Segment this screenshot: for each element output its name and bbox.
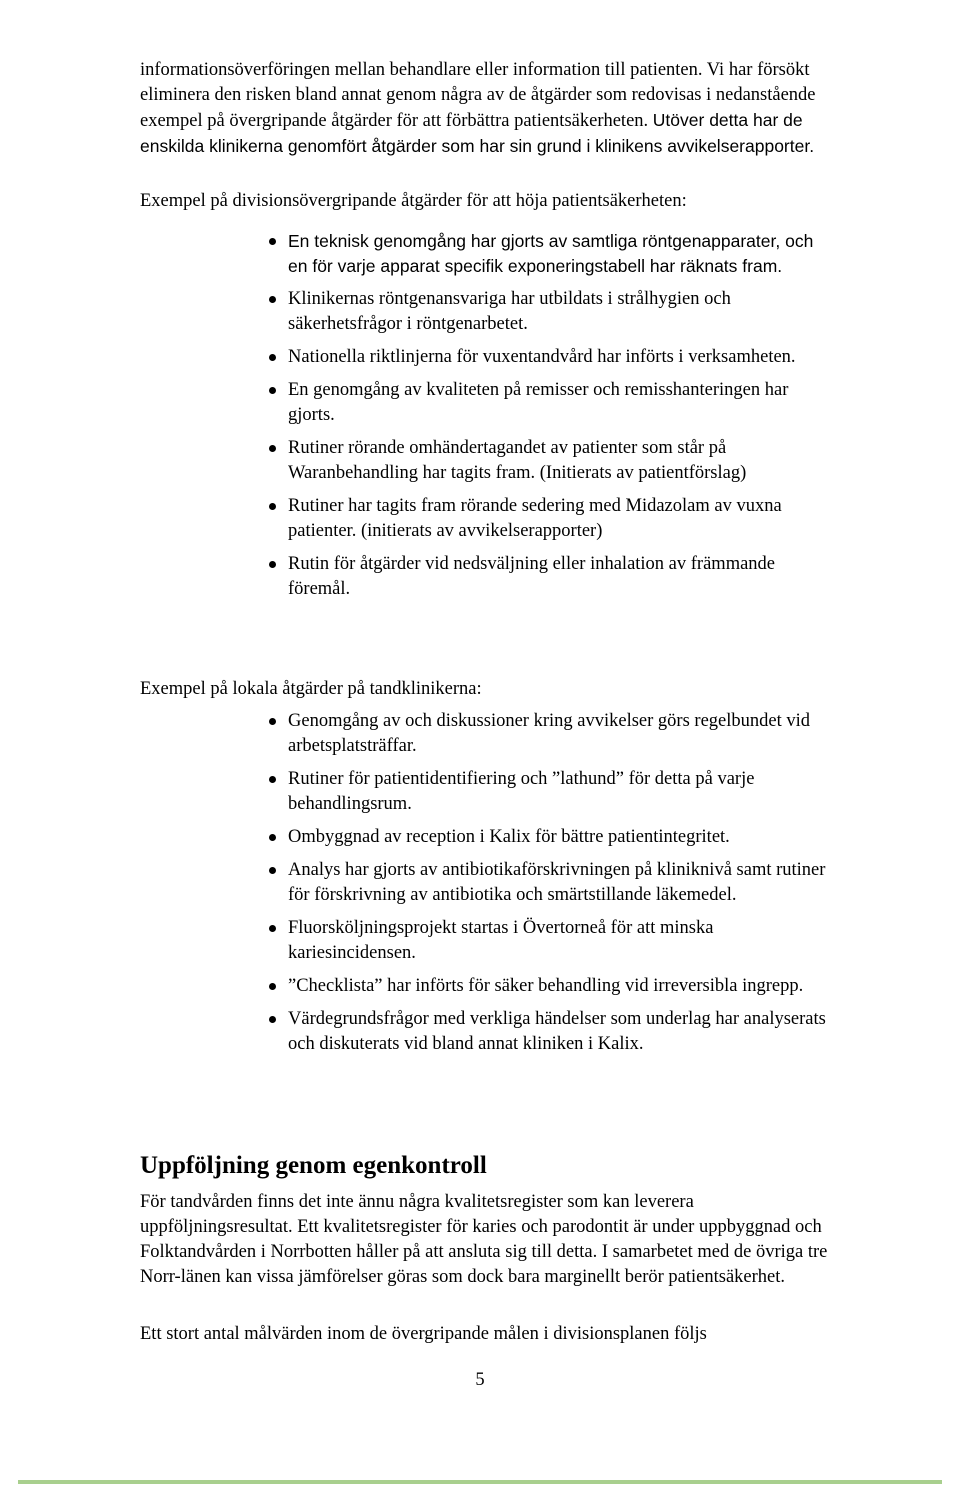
list-item: Klinikernas röntgenansvariga har utbildats i strålhygien och säkerhetsfrågor i röntgenarbetet. [266,287,826,337]
bullet-icon [269,503,276,510]
bullet-icon [269,983,276,990]
list-item: ”Checklista” har införts för säker behandling vid irreversibla ingrepp. [266,974,826,999]
list-item: Rutiner har tagits fram rörande sedering med Midazolam av vuxna patienter. (initierats av avvikelserapporter) [266,494,826,544]
bullet-icon [269,1016,276,1023]
bullet-icon [269,238,276,245]
division-intro: Exempel på divisionsövergripande åtgärder för att höja patientsäkerheten: [140,191,687,211]
list-item: Fluorsköljningsprojekt startas i Övertorneå för att minska kariesincidensen. [266,916,826,966]
list-item: Rutin för åtgärder vid nedsväljning eller inhalation av främmande föremål. [266,552,826,602]
list-item: En teknisk genomgång har gjorts av samtliga röntgenapparater, och en för varje apparat specifik exponeringstabell har räknats fram. [266,229,826,279]
list-item: En genomgång av kvaliteten på remisser och remisshanteringen har gjorts. [266,378,826,428]
bullet-icon [269,296,276,303]
bullet-icon [269,561,276,568]
section-paragraph: För tandvården finns det inte ännu några kvalitetsregister som kan leverera uppföljningsresultat. Ett kvalitetsregister för karies och parodontit är under uppbyggnad och Folktandvården i Norrbotten håller på att ansluta sig till detta. I samarbetet med de övriga tre Norr-länen kan vissa jämförelser göras som dock bara marginellt berör patientsäkerhet. [140,1192,828,1287]
intro-text: informationsöverföringen mellan behandlare eller information till patienten. Vi har försökt eliminera den risken bland annat genom några av de åtgärder som redovisas i nedanstående exempel på övergripande åtgärder för att förbättra patientsäkerheten. [140,60,816,131]
section-heading: Uppföljning genom egenkontroll [140,1152,487,1179]
bullet-icon [269,776,276,783]
bullet-icon [269,867,276,874]
list-item: Analys har gjorts av antibiotikaförskrivningen på kliniknivå samt rutiner för förskrivning av antibiotika och smärtstillande läkemedel. [266,858,826,908]
list-item: Ombyggnad av reception i Kalix för bättre patientintegritet. [266,825,826,850]
list-item: Rutiner för patientidentifiering och ”lathund” för detta på varje behandlingsrum. [266,767,826,817]
local-intro: Exempel på lokala åtgärder på tandklinikerna: [140,679,482,699]
page-number: 5 [475,1370,485,1390]
section-paragraph-2: Ett stort antal målvärden inom de övergripande målen i divisionsplanen följs [140,1324,707,1344]
local-list [266,709,826,1065]
bullet-icon [269,718,276,725]
intro-paragraph [140,58,830,160]
bullet-icon [269,387,276,394]
footer-rule [18,1480,942,1484]
list-item: Nationella riktlinjerna för vuxentandvård har införts i verksamheten. [266,345,826,370]
intro-text-sans: Utöver detta har de enskilda klinikerna genomfört åtgärder som har sin grund i klinikens avvikelserapporter. [140,110,815,156]
bullet-icon [269,834,276,841]
list-item: Genomgång av och diskussioner kring avvikelser görs regelbundet vid arbetsplatsträffar. [266,709,826,759]
division-list [266,229,826,610]
list-item: Värdegrundsfrågor med verkliga händelser som underlag har analyserats och diskuterats vid bland annat kliniken i Kalix. [266,1007,826,1057]
bullet-icon [269,445,276,452]
list-item: Rutiner rörande omhändertagandet av patienter som står på Waranbehandling har tagits fram. (Initierats av patientförslag) [266,436,826,486]
bullet-icon [269,925,276,932]
bullet-icon [269,354,276,361]
